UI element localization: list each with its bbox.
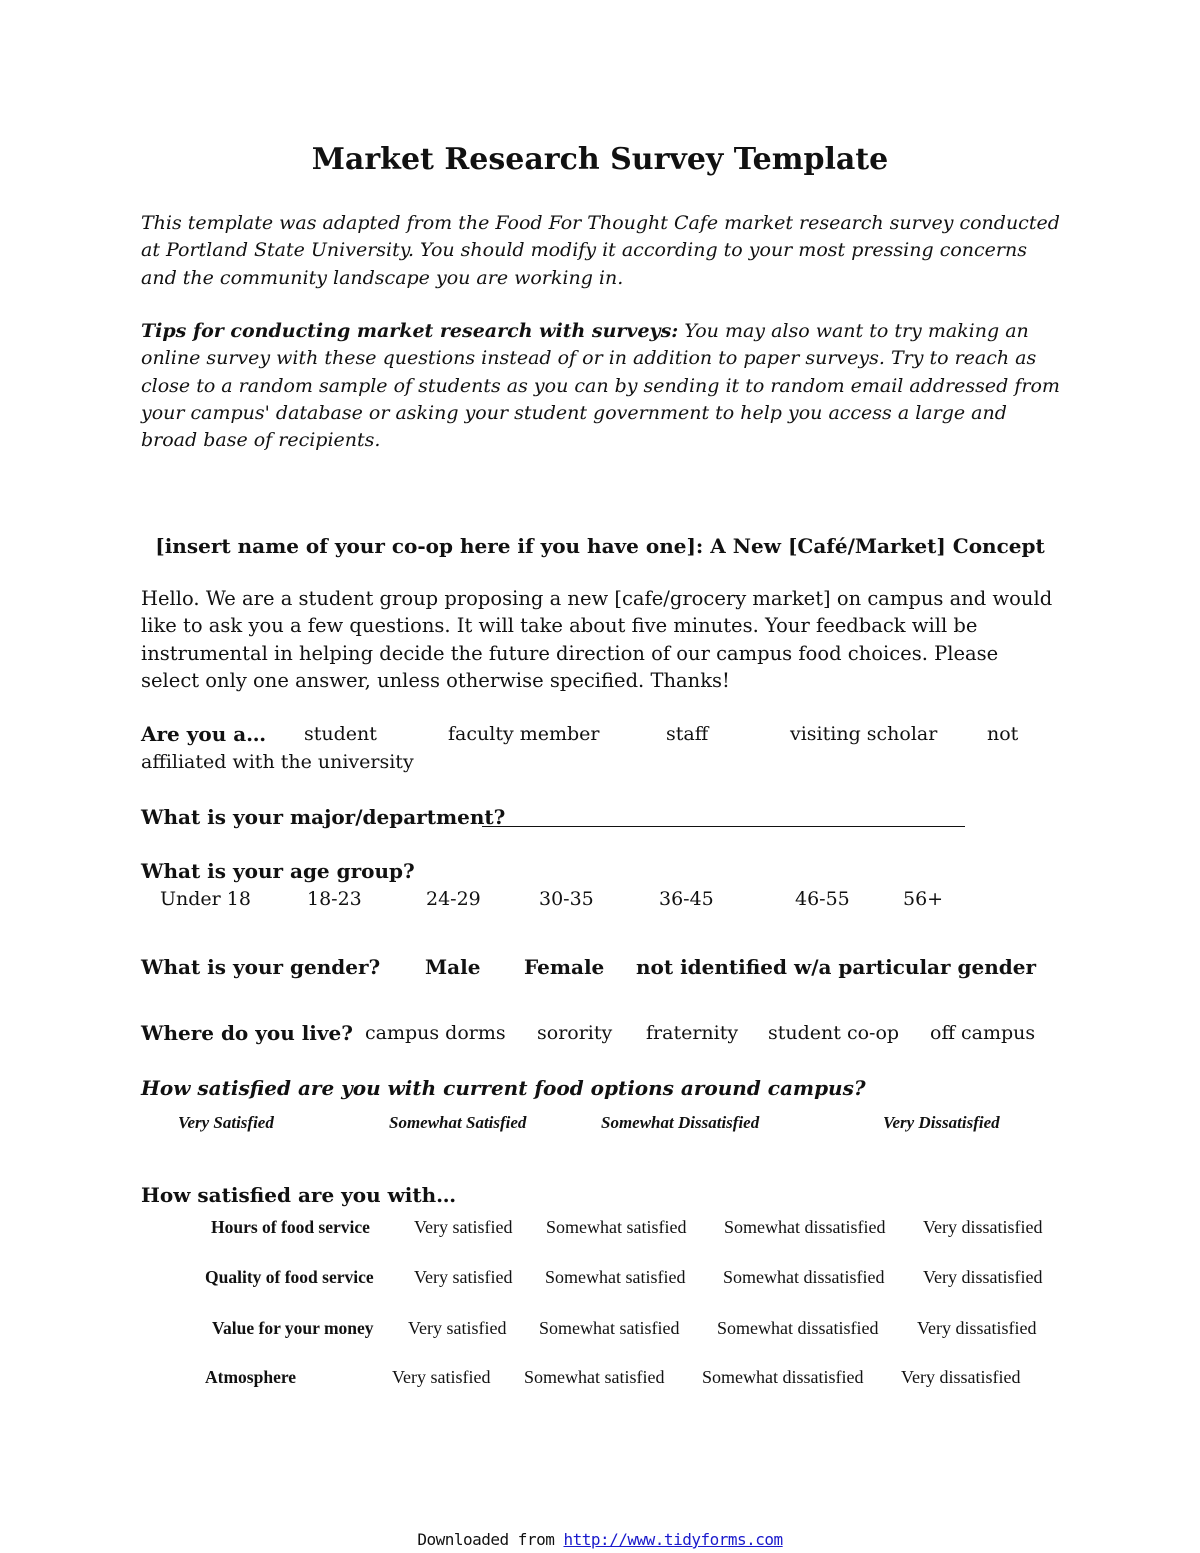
atmosphere-option-somewhat-dissatisfied[interactable]: Somewhat dissatisfied [702,1367,864,1387]
tips-text: You may also want to try making an online survey with these questions instead of or in addition to paper surveys. Try to reach as close to a random sample of students as you can by sending it to random email addressed from your campus' database or asking your student government to help you access a large and broad base of recipients. [141,320,1060,452]
residence-option-sorority[interactable]: sorority [537,1022,613,1044]
option-staff[interactable]: staff [666,723,709,745]
residence-label: Where do you live? [141,1021,353,1045]
residence-option-fraternity[interactable]: fraternity [646,1022,739,1044]
hours-option-very-dissatisfied[interactable]: Very dissatisfied [923,1217,1043,1237]
satisfaction-with-label: How satisfied are you with… [141,1183,457,1207]
quality-option-somewhat-satisfied[interactable]: Somewhat satisfied [545,1267,686,1287]
footer-prefix: Downloaded from [417,1530,564,1549]
age-option-46-55[interactable]: 46-55 [795,888,850,910]
concept-heading: [insert name of your co-op here if you have one]: A New [Café/Market] Concept [155,534,1045,558]
hours-option-very-satisfied[interactable]: Very satisfied [414,1217,513,1237]
greeting-paragraph: Hello. We are a student group proposing a new [cafe/grocery market] on campus and would like to ask you a few questions. It will take about five minutes. Your feedback will be instrumental in helping decide the future direction of our campus food choices. Please select only one answer, unless otherwise specified. Thanks! [141,587,1053,692]
major-answer-line[interactable] [482,826,965,827]
atmosphere-option-very-dissatisfied[interactable]: Very dissatisfied [901,1367,1021,1387]
age-option-under-18[interactable]: Under 18 [160,888,251,910]
gender-option-not-identified[interactable]: not identified w/a particular gender [636,955,1037,979]
atmosphere-option-somewhat-satisfied[interactable]: Somewhat satisfied [524,1367,665,1387]
residence-option-campus-dorms[interactable]: campus dorms [365,1022,506,1044]
age-option-30-35[interactable]: 30-35 [539,888,594,910]
option-student[interactable]: student [304,723,377,745]
gender-option-male[interactable]: Male [425,955,481,979]
intro-paragraph: This template was adapted from the Food For Thought Cafe market research survey conducted at Portland State University. You should modify it according to your most pressing concerns and the community landscape you are working in. [141,212,1060,289]
option-visiting-scholar[interactable]: visiting scholar [790,723,938,745]
age-option-36-45[interactable]: 36-45 [659,888,714,910]
tips-heading: Tips for conducting market research with surveys: [141,320,679,342]
footer-link[interactable]: http://www.tidyforms.com [563,1530,783,1549]
satisfaction-current-label: How satisfied are you with current food options around campus? [141,1076,866,1100]
residence-option-off-campus[interactable]: off campus [930,1022,1036,1044]
residence-option-student-coop[interactable]: student co-op [768,1022,900,1044]
age-option-56-plus[interactable]: 56+ [903,888,944,910]
value-option-very-dissatisfied[interactable]: Very dissatisfied [917,1318,1037,1338]
value-option-somewhat-satisfied[interactable]: Somewhat satisfied [539,1318,680,1338]
tips-paragraph [141,318,1061,454]
satisfaction-option-somewhat-dissatisfied[interactable]: Somewhat Dissatisfied [601,1113,760,1132]
age-group-label: What is your age group? [141,859,415,883]
value-option-somewhat-dissatisfied[interactable]: Somewhat dissatisfied [717,1318,879,1338]
major-label: What is your major/department? [141,805,506,829]
quality-option-somewhat-dissatisfied[interactable]: Somewhat dissatisfied [723,1267,885,1287]
gender-option-female[interactable]: Female [524,955,605,979]
row-label-value: Value for your money [212,1318,374,1338]
satisfaction-option-very-satisfied[interactable]: Very Satisfied [178,1113,274,1132]
atmosphere-option-very-satisfied[interactable]: Very satisfied [392,1367,491,1387]
satisfaction-option-somewhat-satisfied[interactable]: Somewhat Satisfied [389,1113,527,1132]
quality-option-very-dissatisfied[interactable]: Very dissatisfied [923,1267,1043,1287]
age-option-18-23[interactable]: 18-23 [307,888,362,910]
are-you-label: Are you a… [141,722,267,746]
value-option-very-satisfied[interactable]: Very satisfied [408,1318,507,1338]
option-not-affiliated-continuation[interactable]: affiliated with the university [141,751,414,773]
hours-option-somewhat-satisfied[interactable]: Somewhat satisfied [546,1217,687,1237]
footer [0,1530,1200,1549]
page-title: Market Research Survey Template [311,142,889,177]
option-not-affiliated[interactable]: not [987,723,1019,745]
row-label-atmosphere: Atmosphere [205,1367,297,1387]
row-label-quality: Quality of food service [205,1267,374,1287]
hours-option-somewhat-dissatisfied[interactable]: Somewhat dissatisfied [724,1217,886,1237]
gender-label: What is your gender? [141,955,381,979]
satisfaction-option-very-dissatisfied[interactable]: Very Dissatisfied [883,1113,1000,1132]
option-faculty-member[interactable]: faculty member [448,723,600,745]
age-option-24-29[interactable]: 24-29 [426,888,481,910]
row-label-hours: Hours of food service [211,1217,370,1237]
quality-option-very-satisfied[interactable]: Very satisfied [414,1267,513,1287]
